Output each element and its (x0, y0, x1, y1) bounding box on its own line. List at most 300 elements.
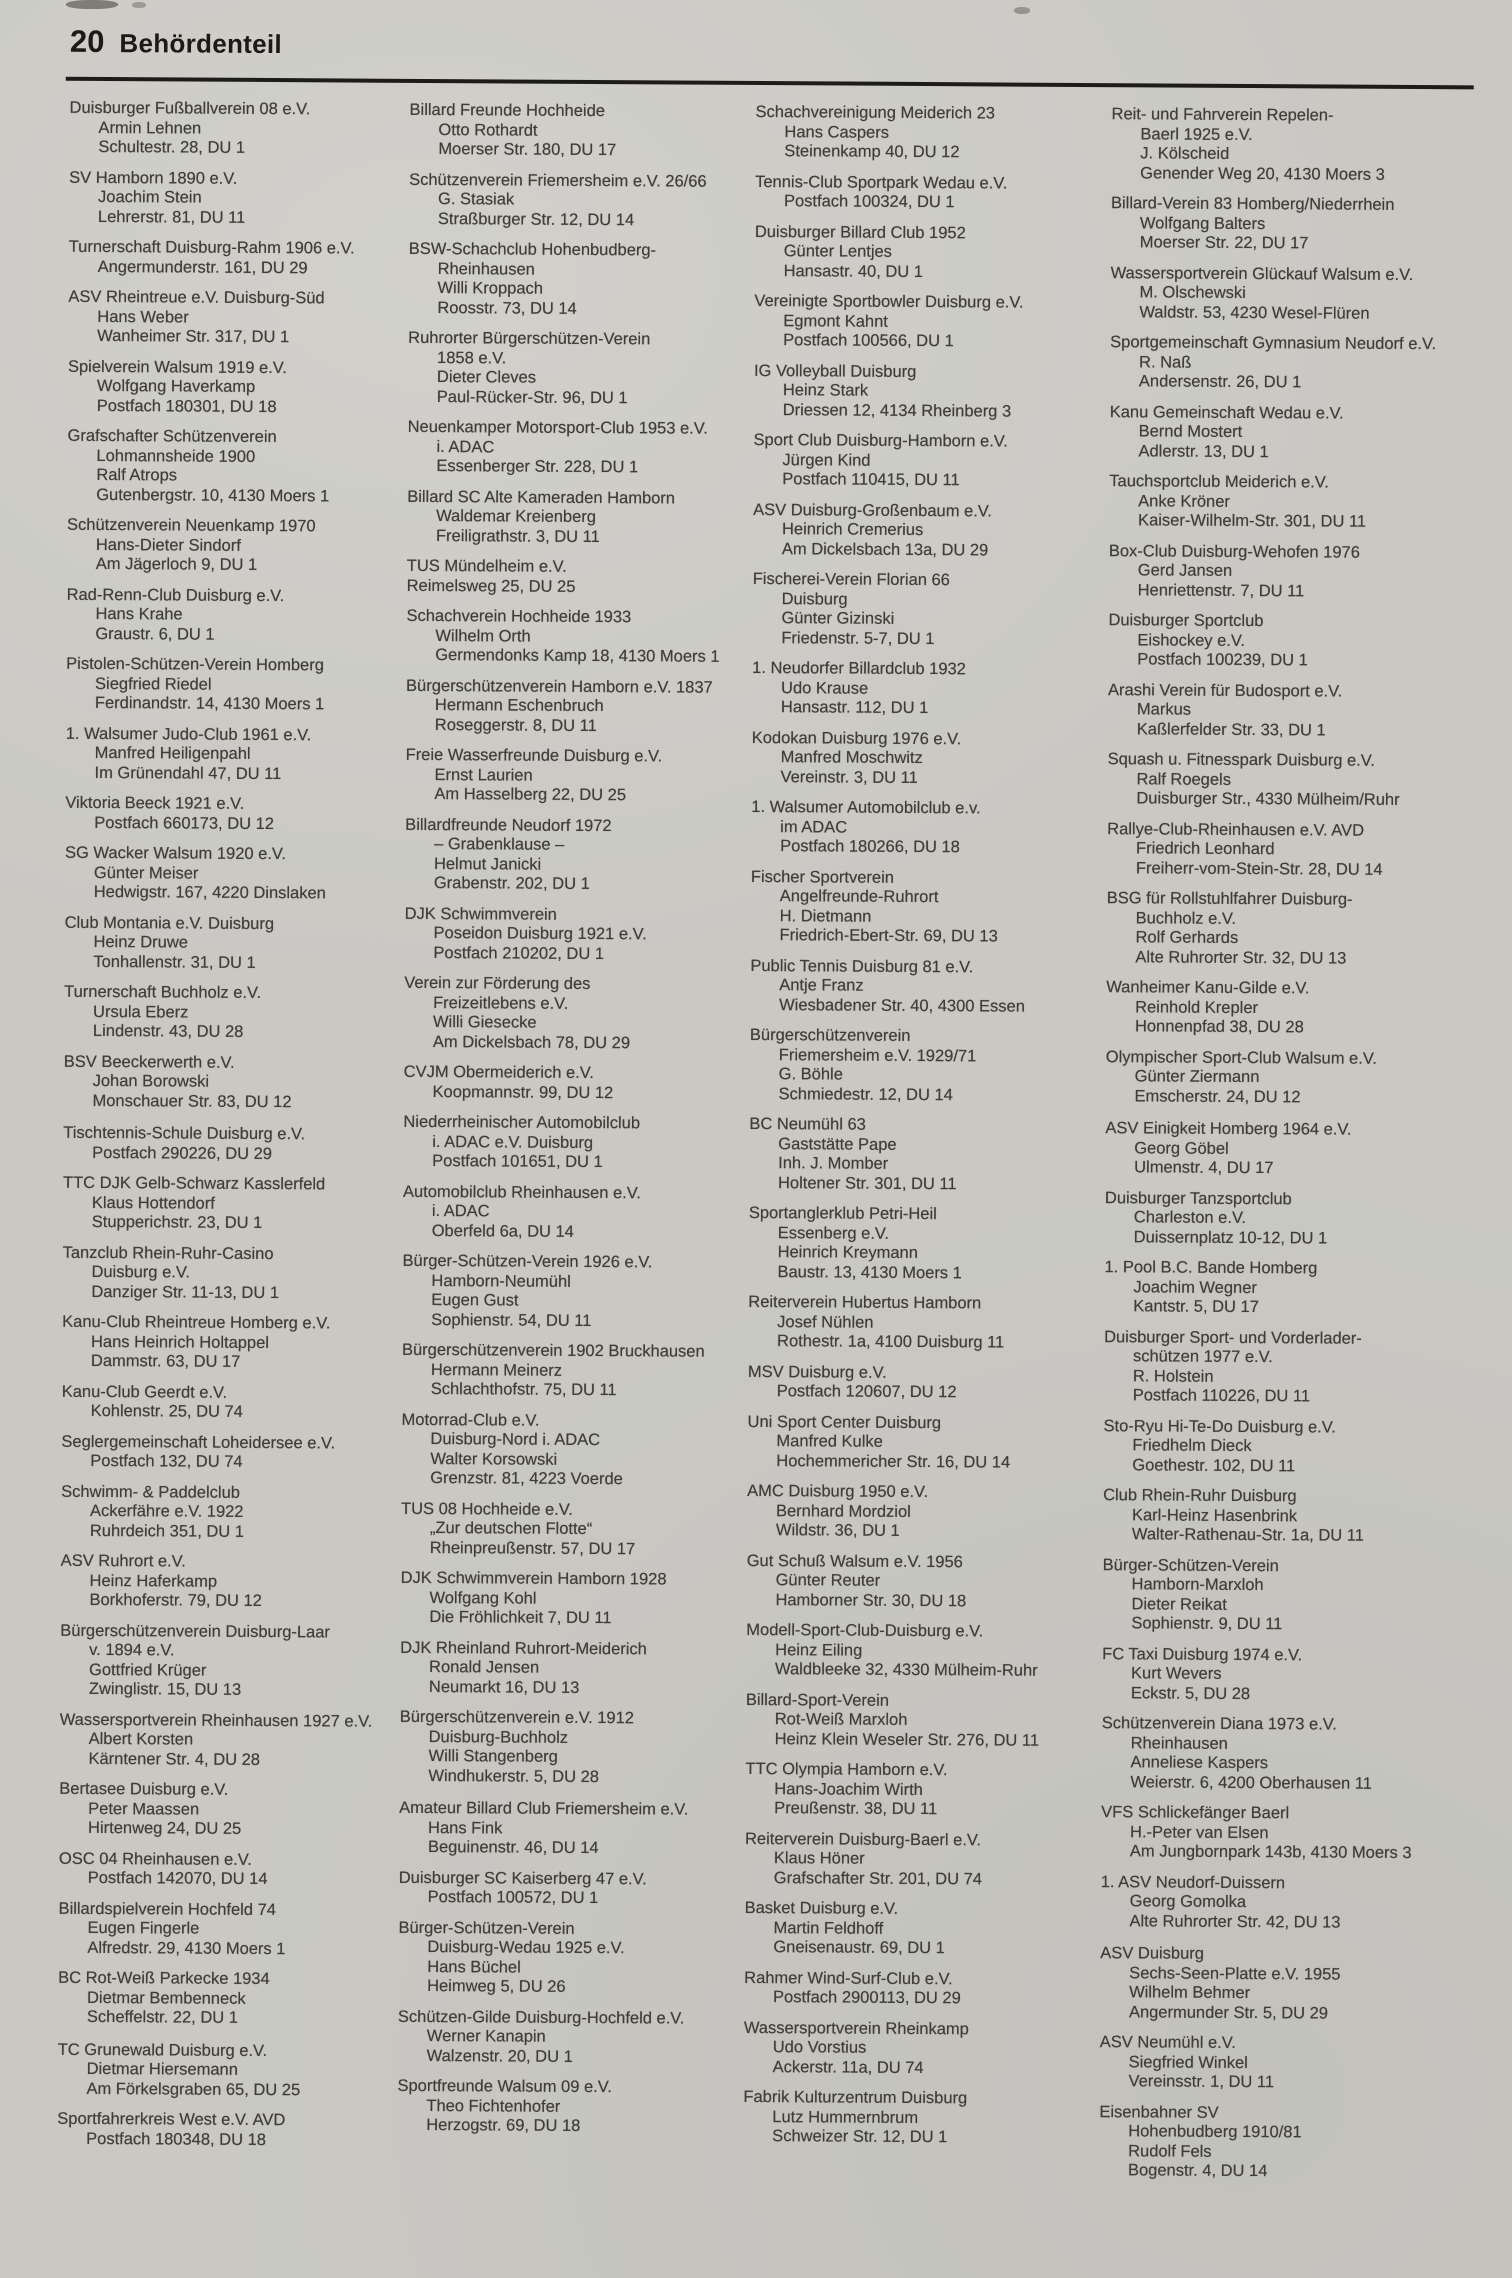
entry-line: Schultestr. 28, DU 1 (98, 137, 246, 157)
club-name-line: Reiterverein Hubertus Hamborn (748, 1292, 982, 1313)
entry-line: Postfach 100572, DU 1 (427, 1888, 599, 1908)
directory-entry (747, 1482, 1093, 1543)
club-name-line: 1. Walsumer Automobilclub e.v. (751, 797, 981, 818)
entry-line: Germendonks Kamp 18, 4130 Moers 1 (435, 646, 720, 666)
entry-line: Wolfgang Balters (1139, 213, 1266, 233)
club-name-line: VFS Schlickefänger Baerl (1101, 1803, 1290, 1823)
club-name-line: Arashi Verein für Budosport e.V. (1108, 680, 1343, 701)
entry-line: Schlachthofstr. 75, DU 11 (430, 1380, 617, 1400)
entry-line: Am Jungbornpark 143b, 4130 Moers 3 (1129, 1842, 1412, 1863)
club-name-line: Basket Duisburg e.V. (744, 1898, 899, 1918)
club-name-line: Club Rhein-Ruhr Duisburg (1103, 1486, 1297, 1506)
entry-line: Wolfgang Kohl (429, 1588, 537, 1608)
entry-line: Bogenstr. 4, DU 14 (1127, 2161, 1268, 2181)
directory-entry (755, 172, 1101, 213)
club-name-line: Seglergemeinschaft Loheidersee e.V. (61, 1432, 336, 1452)
entry-line: Inh. J. Momber (778, 1154, 889, 1173)
entry-line: Peter Maassen (88, 1799, 200, 1819)
entry-line: Wilhelm Orth (435, 626, 531, 646)
entry-line: Klaus Hottendorf (91, 1193, 215, 1213)
club-name-line: Schachverein Hochheide 1933 (406, 606, 632, 627)
club-name-line: Sportfreunde Walsum 09 e.V. (397, 2076, 612, 2097)
club-name-line: Bürger-Schützen-Verein 1926 e.V. (402, 1251, 653, 1272)
entry-line: Eishockey e.V. (1137, 630, 1246, 650)
entry-line: Waldstr. 53, 4230 Wesel-Flüren (1139, 302, 1370, 323)
directory-entry (1109, 403, 1455, 464)
directory-entry (62, 1313, 408, 1374)
entry-line: Moerser Str. 22, DU 17 (1139, 233, 1309, 253)
entry-line: Beguinenstr. 46, DU 14 (427, 1838, 599, 1858)
directory-entry (1108, 611, 1454, 672)
club-name-line: Kanu Gemeinschaft Wedau e.V. (1109, 402, 1344, 423)
directory-entry (401, 1499, 747, 1560)
entry-line: Vereinsstr. 1, DU 11 (1128, 2072, 1275, 2092)
entry-line: Honnenpfad 38, DU 28 (1134, 1017, 1304, 1037)
entry-line: Rot-Weiß Marxloh (774, 1710, 908, 1729)
club-name-line: Duisburger Billard Club 1952 (754, 222, 966, 242)
entry-line: schützen 1977 e.V. (1132, 1347, 1273, 1367)
entry-line: Egmont Kahnt (783, 311, 888, 331)
entry-line: Postfach 110226, DU 11 (1132, 1386, 1311, 1406)
club-name-line: Duisburger Sportclub (1108, 611, 1264, 631)
directory-entry (63, 1124, 409, 1165)
club-name-line: Duisburger Sport- und Vorderlader- (1104, 1327, 1362, 1348)
entry-line: Ralf Atrops (96, 465, 178, 485)
club-name-line: Grafschafter Schützenverein (67, 426, 277, 447)
entry-line: v. 1894 e.V. (89, 1640, 175, 1660)
directory-entry (402, 1341, 748, 1402)
club-name-line: Fabrik Kulturzentrum Duisburg (743, 2087, 968, 2108)
entry-line: Vereinstr. 3, DU 11 (780, 767, 918, 787)
entry-line: Duisburg-Nord i. ADAC (430, 1430, 601, 1450)
entry-line: Ferdinandstr. 14, 4130 Moers 1 (94, 693, 325, 714)
entry-line: Lehrerstr. 81, DU 11 (97, 207, 246, 227)
entry-line: Reimelsweg 25, DU 25 (406, 576, 576, 596)
directory-entry (751, 798, 1097, 859)
entry-line: Friedenstr. 5-7, DU 1 (781, 628, 935, 648)
directory-entry (399, 1868, 745, 1909)
club-name-line: Tischtennis-Schule Duisburg e.V. (63, 1123, 306, 1144)
club-name-line: Rad-Renn-Club Duisburg e.V. (66, 585, 285, 605)
entry-line: Markus (1136, 700, 1192, 719)
entry-line: Straßburger Str. 12, DU 14 (437, 209, 635, 229)
entry-line: Ruhrdeich 351, DU 1 (89, 1521, 245, 1541)
club-name-line: ASV Neumühl e.V. (1099, 2033, 1236, 2052)
entry-line: Hansastr. 40, DU 1 (783, 261, 924, 281)
directory-entry (748, 1362, 1094, 1403)
entry-line: G. Stasiak (437, 190, 515, 209)
directory-entry (57, 2040, 403, 2101)
entry-line: Preußenstr. 38, DU 11 (774, 1799, 938, 1819)
entry-line: Hans Büchel (427, 1957, 521, 1977)
entry-line: Waldemar Kreienberg (436, 507, 597, 527)
directory-entry (69, 168, 415, 229)
directory-entry (1102, 1645, 1448, 1706)
header-divider (66, 77, 1474, 90)
directory-entry (746, 1551, 1092, 1612)
club-name-line: Amateur Billard Club Friemersheim e.V. (399, 1798, 689, 1819)
directory-column-4 (1099, 105, 1458, 2194)
entry-line: Eckstr. 5, DU 28 (1130, 1683, 1251, 1703)
directory-entry (750, 867, 1096, 947)
entry-line: Hans-Joachim Wirth (774, 1779, 923, 1799)
club-name-line: Viktoria Beeck 1921 e.V. (65, 793, 245, 813)
entry-line: – Grabenklause – (434, 835, 565, 854)
club-name-line: Verein zur Förderung des (404, 973, 591, 993)
entry-line: Lohmannsheide 1900 (96, 446, 256, 466)
directory-entry (65, 794, 411, 835)
entry-line: Am Dickelsbach 78, DU 29 (432, 1032, 631, 1052)
directory-entry (751, 728, 1097, 789)
entry-line: Walter-Rathenau-Str. 1a, DU 11 (1131, 1525, 1364, 1545)
directory-entry (745, 1829, 1091, 1890)
club-name-line: Billard Freunde Hochheide (409, 100, 606, 121)
entry-line: Freizeitlebens e.V. (433, 993, 569, 1013)
club-name-line: FC Taxi Duisburg 1974 e.V. (1102, 1644, 1303, 1664)
entry-line: Udo Vorstius (772, 2038, 867, 2057)
entry-line: Willi Giesecke (432, 1013, 537, 1032)
entry-line: Rothestr. 1a, 4100 Duisburg 11 (777, 1332, 1005, 1352)
club-name-line: BSG für Rollstuhlfahrer Duisburg- (1106, 889, 1353, 909)
club-name-line: Modell-Sport-Club-Duisburg e.V. (746, 1620, 984, 1641)
club-name-line: Billardfreunde Neudorf 1972 (405, 815, 612, 835)
directory-entry (61, 1482, 407, 1543)
entry-line: Willi Kroppach (437, 279, 544, 298)
entry-line: Bernhard Mordziol (775, 1501, 911, 1521)
directory-entry (401, 1410, 747, 1490)
entry-line: Günter Meiser (93, 863, 199, 883)
club-name-line: Wanheimer Kanu-Gilde e.V. (1106, 978, 1310, 998)
club-name-line: OSC 04 Rheinhausen e.V. (58, 1849, 252, 1869)
entry-line: Theo Fichtenhofer (426, 2096, 561, 2116)
entry-line: Heinz Eiling (775, 1640, 863, 1660)
club-name-line: Sportfahrerkreis West e.V. AVD (57, 2109, 286, 2130)
club-name-line: Schützen-Gilde Duisburg-Hochfeld e.V. (397, 2007, 685, 2028)
entry-line: Die Fröhlichkeit 7, DU 11 (429, 1608, 612, 1628)
entry-line: Rolf Gerhards (1135, 928, 1239, 947)
entry-line: Alfredstr. 29, 4130 Moers 1 (87, 1938, 286, 1958)
directory-entry (400, 1638, 746, 1699)
directory-entry (744, 1968, 1090, 2009)
entry-line: Postfach 120607, DU 12 (776, 1382, 957, 1402)
entry-line: Gerd Jansen (1137, 561, 1233, 580)
club-name-line: ASV Duisburg-Großenbaum e.V. (753, 500, 992, 520)
entry-line: Josef Nühlen (777, 1312, 874, 1332)
entry-line: Dietmar Bembenneck (86, 1988, 246, 2008)
directory-entry (748, 1204, 1094, 1284)
entry-line: Scheffelstr. 22, DU 1 (86, 2007, 239, 2027)
directory-entry (67, 516, 413, 577)
club-name-line: TTC Olympia Hamborn e.V. (745, 1759, 948, 1780)
entry-line: Manfred Kulke (776, 1432, 883, 1451)
entry-line: Kantstr. 5, DU 17 (1133, 1297, 1259, 1317)
entry-line: Reinhold Krepler (1135, 997, 1259, 1017)
entry-line: Lutz Hummernbrum (772, 2107, 919, 2127)
club-name-line: Neuenkamper Motorsport-Club 1953 e.V. (407, 417, 708, 438)
directory-entry (752, 659, 1098, 720)
entry-line: Herzogstr. 69, DU 18 (426, 2116, 581, 2135)
club-name-line: BC Neumühl 63 (749, 1114, 866, 1134)
club-name-line: Kodokan Duisburg 1976 e.V. (751, 728, 962, 748)
club-name-line: Billard-Sport-Verein (745, 1690, 889, 1710)
directory-entry (58, 1969, 404, 2030)
entry-line: Heinz Klein Weseler Str. 276, DU 11 (774, 1729, 1040, 1750)
club-name-line: Schützenverein Neuenkamp 1970 (66, 515, 316, 536)
entry-line: Roosstr. 73, DU 14 (437, 298, 577, 318)
club-name-line: Wassersportverein Glückauf Walsum e.V. (1110, 263, 1414, 284)
club-name-line: Tauchsportclub Meiderich e.V. (1109, 472, 1329, 492)
club-name-line: Duisburger Tanzsportclub (1104, 1188, 1292, 1208)
entry-line: Baerl 1925 e.V. (1140, 124, 1253, 144)
entry-line: i. ADAC e.V. Duisburg (432, 1132, 594, 1152)
club-name-line: Billard-Verein 83 Homberg/Niederrhein (1110, 194, 1395, 214)
entry-line: Anke Kröner (1138, 491, 1230, 511)
entry-line: Gottfried Krüger (88, 1660, 207, 1680)
directory-entry (57, 2110, 403, 2151)
entry-line: Hans Krahe (95, 604, 183, 624)
entry-line: Henriettenstr. 7, DU 11 (1137, 580, 1305, 600)
club-name-line: TUS 08 Hochheide e.V. (400, 1499, 573, 1519)
directory-entry (404, 1063, 750, 1104)
club-name-line: Kanu-Club Rheintreue Homberg e.V. (62, 1312, 331, 1333)
directory-entry (407, 487, 753, 548)
club-name-line: Eisenbahner SV (1099, 2102, 1219, 2122)
entry-line: Wildstr. 36, DU 1 (775, 1521, 900, 1540)
directory-entry (1106, 889, 1452, 969)
club-name-line: Tanzclub Rhein-Ruhr-Casino (62, 1243, 274, 1263)
directory-entry (404, 974, 750, 1054)
entry-line: Postfach 180266, DU 18 (780, 837, 960, 857)
club-name-line: Bürger-Schützen-Verein (398, 1918, 575, 1938)
club-name-line: Club Montania e.V. Duisburg (64, 913, 275, 933)
club-name-line: CVJM Obermeiderich e.V. (403, 1062, 594, 1083)
entry-line: Grafschafter Str. 201, DU 74 (773, 1868, 983, 1888)
entry-line: Wanheimer Str. 317, DU 1 (97, 326, 290, 347)
entry-line: Kaiser-Wilhelm-Str. 301, DU 11 (1138, 511, 1367, 531)
directory-entry (1108, 681, 1454, 742)
directory-entry (755, 222, 1101, 283)
entry-line: Dammstr. 63, DU 17 (90, 1351, 241, 1371)
entry-line: Armin Lehnen (98, 118, 202, 138)
club-name-line: Tennis-Club Sportpark Wedau e.V. (755, 172, 1008, 193)
entry-line: Dieter Reikat (1131, 1594, 1227, 1614)
entry-line: Otto Rothardt (438, 120, 538, 140)
entry-line: Windhukerstr. 5, DU 28 (428, 1766, 600, 1786)
club-name-line: Squash u. Fitnesspark Duisburg e.V. (1107, 750, 1375, 770)
entry-line: „Zur deutschen Flotte“ (429, 1519, 593, 1539)
entry-line: Rheinhausen (437, 259, 535, 279)
directory-entry (1100, 1944, 1446, 2024)
club-name-line: Sportanglerklub Petri-Heil (748, 1203, 937, 1224)
directory-entry (409, 101, 755, 162)
directory-entry (59, 1849, 405, 1890)
entry-line: Walzenstr. 20, DU 1 (426, 2046, 573, 2066)
entry-line: Lindenstr. 43, DU 28 (92, 1021, 244, 1041)
entry-line: Ulmenstr. 4, DU 17 (1134, 1158, 1274, 1178)
entry-line: Zwinglistr. 15, DU 13 (88, 1679, 242, 1699)
entry-line: Emscherstr. 24, DU 12 (1134, 1086, 1301, 1106)
directory-entry (753, 500, 1099, 561)
entry-line: Duisburg (781, 589, 848, 609)
club-name-line: Kanu-Club Geerdt e.V. (61, 1382, 228, 1402)
entry-line: Joachim Wegner (1133, 1277, 1257, 1297)
entry-line: Heimweg 5, DU 26 (427, 1977, 566, 1996)
club-name-line: TUS Mündelheim e.V. (406, 556, 567, 576)
entry-line: Am Jägerloch 9, DU 1 (95, 554, 258, 574)
entry-line: Willi Stangenberg (428, 1747, 558, 1766)
directory-entry (1107, 750, 1453, 811)
entry-line: H.-Peter van Elsen (1130, 1822, 1269, 1842)
entry-line: Johan Borowski (92, 1071, 210, 1091)
entry-line: Hansastr. 112, DU 1 (780, 698, 929, 718)
directory-entry (60, 1621, 406, 1701)
entry-line: Postfach 132, DU 74 (90, 1451, 243, 1471)
entry-line: Kurt Wevers (1130, 1664, 1222, 1683)
directory-entry (750, 1026, 1096, 1106)
entry-line: Postfach 660173, DU 12 (94, 813, 275, 833)
entry-line: Essenberg e.V. (777, 1223, 890, 1243)
club-name-line: TTC DJK Gelb-Schwarz Kasslerfeld (62, 1173, 326, 1194)
page-header (70, 24, 282, 61)
entry-line: Baustr. 13, 4130 Moers 1 (777, 1262, 962, 1282)
entry-line: Jürgen Kind (782, 450, 871, 470)
club-name-line: IG Volleyball Duisburg (753, 361, 917, 381)
entry-line: Duisburg-Buchholz (428, 1727, 569, 1747)
club-name-line: Vereinigte Sportbowler Duisburg e.V. (754, 291, 1024, 312)
entry-line: Im Grünendahl 47, DU 11 (94, 763, 282, 783)
club-name-line: Spielverein Walsum 1919 e.V. (67, 357, 287, 377)
directory-entry (406, 676, 752, 737)
club-name-line: Bürger-Schützen-Verein (1102, 1555, 1279, 1575)
club-name-line: Rahmer Wind-Surf-Club e.V. (744, 1968, 953, 1988)
directory-entry (62, 1382, 408, 1423)
entry-line: Duisburg e.V. (91, 1262, 190, 1282)
directory-entry (405, 815, 751, 895)
entry-line: Essenberger Str. 228, DU 1 (436, 457, 639, 477)
entry-line: i. ADAC (436, 437, 495, 456)
club-name-line: Bürgerschützenverein Duisburg-Laar (60, 1621, 330, 1641)
directory-entry (1109, 542, 1455, 603)
entry-line: Duisburger Str., 4330 Mülheim/Ruhr (1136, 789, 1400, 809)
entry-line: Adlerstr. 13, DU 1 (1138, 441, 1269, 461)
directory-entry (1103, 1417, 1449, 1478)
club-name-line: Turnerschaft Buchholz e.V. (64, 982, 262, 1002)
directory-entry (1111, 105, 1457, 185)
entry-line: i. ADAC (431, 1202, 490, 1221)
entry-line: Postfach 290226, DU 29 (92, 1143, 273, 1163)
directory-entry (409, 170, 755, 231)
entry-line: Bernd Mostert (1138, 422, 1243, 441)
directory-entry (67, 427, 413, 507)
entry-line: Duisburg-Wedau 1925 e.V. (427, 1938, 625, 1958)
entry-line: Heinrich Kreymann (777, 1243, 918, 1262)
directory-entry (1104, 1328, 1450, 1408)
entry-line: Friemersheim e.V. 1929/71 (778, 1045, 977, 1065)
club-name-line: Schützenverein Friemersheim e.V. 26/66 (409, 170, 707, 191)
directory-entry (59, 1710, 405, 1771)
directory-entry (65, 844, 411, 905)
entry-line: Holtener Str. 301, DU 11 (777, 1173, 957, 1193)
entry-line: Sophienstr. 54, DU 11 (431, 1310, 592, 1330)
club-name-line: Niederrheinischer Automobilclub (403, 1112, 641, 1133)
club-name-line: Gut Schuß Walsum e.V. 1956 (746, 1551, 963, 1571)
club-name-line: Bertasee Duisburg e.V. (59, 1779, 229, 1799)
entry-line: Hirtenweg 24, DU 25 (88, 1818, 242, 1838)
entry-line: Waldbleeke 32, 4330 Mülheim-Ruhr (775, 1660, 1038, 1680)
club-name-line: DJK Schwimmverein Hamborn 1928 (400, 1568, 667, 1589)
entry-line: Ernst Laurien (434, 765, 533, 785)
entry-line: Kaßlerfelder Str. 33, DU 1 (1136, 719, 1326, 739)
entry-line: Postfach 100239, DU 1 (1137, 650, 1308, 670)
directory-entry (1103, 1486, 1449, 1547)
directory-entry (746, 1690, 1092, 1751)
club-name-line: ASV Duisburg (1100, 1944, 1205, 1963)
club-name-line: Freie Wasserfreunde Duisburg e.V. (405, 745, 663, 766)
directory-entry (407, 557, 753, 598)
entry-line: Weierstr. 6, 4200 Oberhausen 11 (1130, 1772, 1372, 1793)
entry-line: Goethestr. 102, DU 11 (1132, 1455, 1296, 1475)
club-name-line: AMC Duisburg 1950 e.V. (747, 1481, 929, 1502)
entry-line: Rheinhausen (1130, 1733, 1228, 1753)
entry-line: Borkhoferstr. 79, DU 12 (89, 1590, 262, 1610)
entry-line: Joachim Stein (97, 187, 202, 207)
entry-line: Grabenstr. 202, DU 1 (433, 874, 590, 893)
directory-entry (405, 746, 751, 807)
entry-line: H. Dietmann (779, 906, 872, 926)
directory-column-2 (397, 101, 755, 2149)
entry-line: Roseggerstr. 8, DU 11 (434, 715, 597, 735)
entry-line: Oberfeld 6a, DU 14 (431, 1221, 574, 1241)
entry-line: Karl-Heinz Hasenbrink (1131, 1505, 1298, 1525)
entry-line: Udo Krause (781, 678, 869, 698)
entry-line: Postfach 180301, DU 18 (96, 396, 277, 416)
club-name-line: 1. ASV Neudorf-Duissern (1100, 1872, 1286, 1892)
entry-line: Hans-Dieter Sindorf (95, 535, 241, 555)
entry-line: Günter Reuter (775, 1571, 881, 1590)
club-name-line: Schützenverein Diana 1973 e.V. (1101, 1714, 1337, 1734)
entry-line: Sophienstr. 9, DU 11 (1131, 1614, 1283, 1634)
club-name-line: Rallye-Club-Rheinhausen e.V. AVD (1107, 819, 1365, 840)
entry-line: R. Naß (1139, 352, 1192, 372)
entry-line: Hans Fink (428, 1818, 503, 1837)
entry-line: Wolfgang Haverkamp (96, 376, 256, 396)
entry-line: J. Kölscheid (1140, 144, 1230, 163)
entry-line: Ackerstr. 11a, DU 74 (772, 2057, 924, 2077)
entry-line: Heinz Haferkamp (89, 1571, 218, 1591)
entry-line: Freiherr-vom-Stein-Str. 28, DU 14 (1135, 858, 1383, 879)
club-name-line: DJK Schwimmverein (404, 904, 557, 924)
entry-line: Schmiedestr. 12, DU 14 (778, 1084, 953, 1104)
club-name-line: Automobilclub Rheinhausen e.V. (402, 1182, 641, 1202)
club-name-line: Turnerschaft Duisburg-Rahm 1906 e.V. (68, 237, 355, 258)
entry-line: Postfach 101651, DU 1 (432, 1152, 603, 1172)
directory-entry (1099, 2033, 1445, 2094)
entry-line: Hans Heinrich Holtappel (91, 1332, 270, 1352)
directory-entry (398, 1918, 744, 1998)
directory-entry (1107, 820, 1453, 881)
entry-line: Anneliese Kaspers (1130, 1753, 1269, 1773)
directory-entry (63, 1174, 409, 1235)
club-name-line: BSW-Schachclub Hohenbudberg- (408, 239, 657, 260)
directory-entry (65, 724, 411, 785)
directory-entry (406, 607, 752, 668)
club-name-line: Bürgerschützenverein 1902 Bruckhausen (401, 1340, 705, 1361)
entry-line: Hamborner Str. 30, DU 18 (775, 1590, 967, 1610)
entry-line: Manfred Moschwitz (780, 748, 923, 768)
directory-entry (68, 288, 414, 349)
directory-column-3 (743, 103, 1102, 2160)
entry-line: Helmut Janicki (433, 854, 542, 874)
